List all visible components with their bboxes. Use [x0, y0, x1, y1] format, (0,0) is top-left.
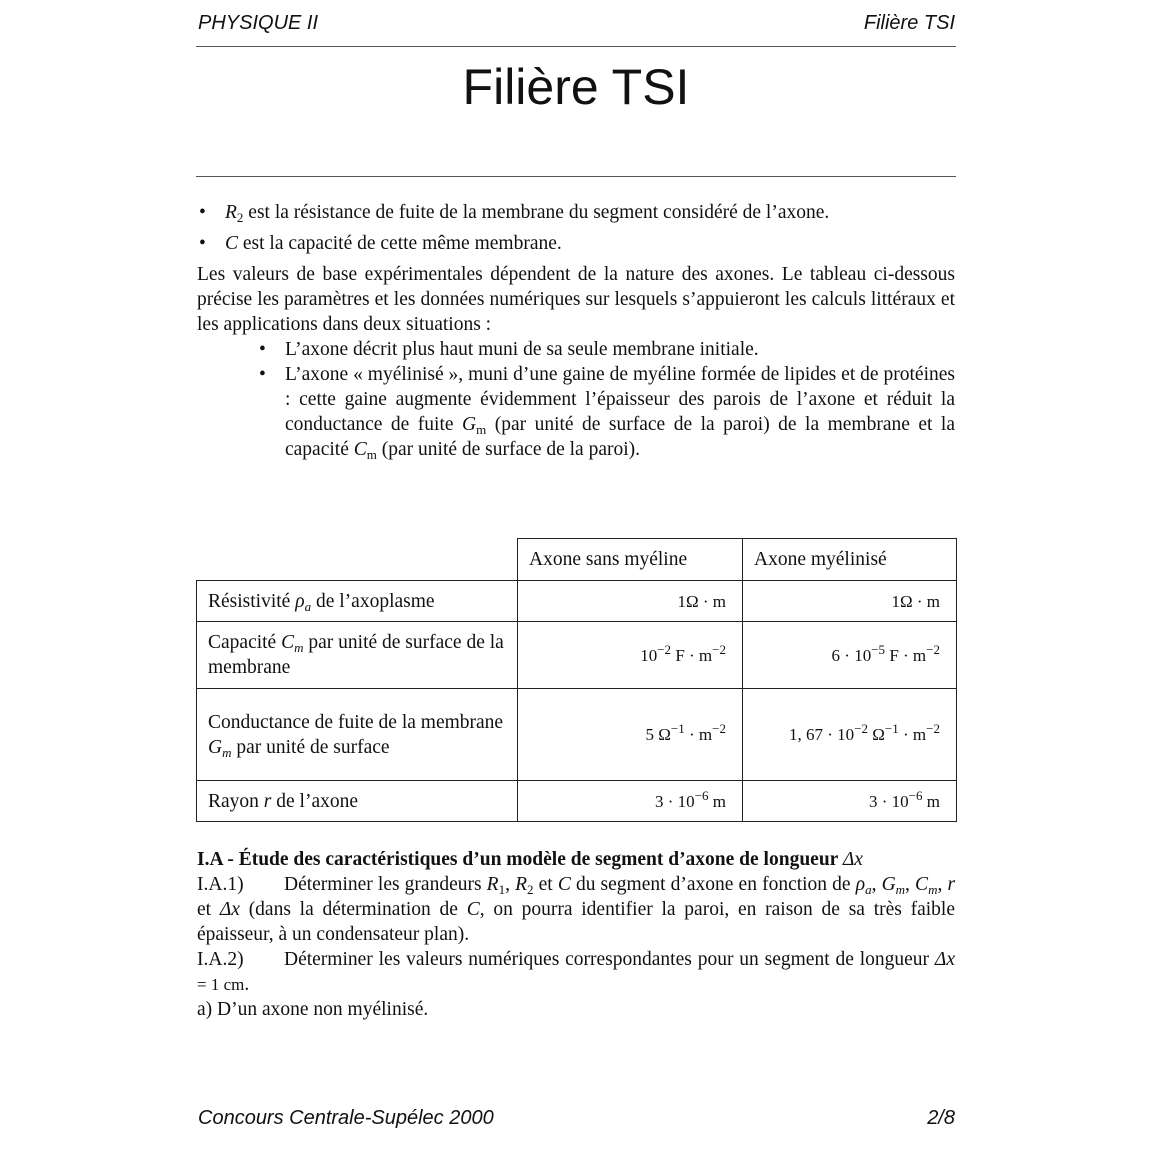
table-row — [197, 581, 957, 622]
row-label: Capacité $C_m$ par unité de surface de la membrane — [197, 622, 518, 689]
situation-2: • L’axone « myélinisé », muni d’une gaine de myéline formée de lipides et de protéines : cette gaine augmente évidemment l’épaisseur des parois de l’axone et réduit la conductance de fuite $G_m$ (par unité de surface de la paroi) de la membrane et la capacité $C_m$ (par unité de surface de la paroi). — [257, 362, 955, 462]
question-ia2: I.A.2) Déterminer les valeurs numériques correspondantes pour un segment de longueur Δx = 1 cm. — [197, 949, 955, 995]
section-heading: I.A - Étude des caractéristiques d’un modèle de segment d’axone de longueur Δx — [197, 849, 863, 870]
page-title: Filière TSI — [462, 59, 690, 115]
row-label: Résistivité $\rho_a$ de l’axoplasme — [197, 581, 518, 622]
definition-list — [197, 200, 955, 256]
running-header-left: PHYSIQUE II — [198, 12, 319, 34]
row-label: Rayon r de l’axone — [197, 781, 518, 822]
value-cell: 1Ω · m — [743, 581, 957, 622]
page-number: 2/8 — [927, 1107, 955, 1129]
parameters-table — [196, 538, 957, 822]
situations-list — [257, 337, 955, 462]
col-header-unmyelinated: Axone sans myéline — [518, 539, 743, 581]
value-cell: 1, $67 \cdot 10^{-2}$ $\Omega^{-1} \cdot m^{-2}$ — [743, 689, 957, 781]
footer-left: Concours Centrale-Supélec 2000 — [198, 1107, 494, 1129]
value-cell: $10^{-2}$ $F \cdot m^{-2}$ — [518, 622, 743, 689]
section-ia — [197, 847, 955, 1022]
table-row — [197, 781, 957, 822]
header-divider — [196, 46, 956, 47]
body-text — [197, 200, 955, 462]
value-cell: 5 $\Omega^{-1} \cdot m^{-2}$ — [518, 689, 743, 781]
running-header-right: Filière TSI — [863, 12, 955, 34]
table-header-row — [197, 539, 957, 581]
value-cell: 1Ω · m — [518, 581, 743, 622]
value-cell: $3 \cdot 10^{-6}$ m — [743, 781, 957, 822]
value-cell: $3 \cdot 10^{-6}$ m — [518, 781, 743, 822]
title-divider — [196, 176, 956, 177]
intro-paragraph: Les valeurs de base expérimentales dépendent de la nature des axones. Le tableau ci-dessous précise les paramètres et les données numériques sur lesquels s’appuieront les calculs littéraux et les applications dans deux situations : — [197, 264, 955, 335]
question-ia1: I.A.1) Déterminer les grandeurs $R_1$, $R_2$ et C du segment d’axone en fonction de $\rho_a$, $G_m$, $C_m$, r et Δx (dans la détermination de C, on pourra identifier la paroi, en raison de sa très faible épaisseur, à un condensateur plan). — [197, 874, 956, 945]
table-row — [197, 689, 957, 781]
table-row — [197, 622, 957, 689]
row-label: Conductance de fuite de la membrane $G_m$ par unité de surface — [197, 689, 518, 781]
question-ia2-a: a) D’un axone non myélinisé. — [197, 999, 429, 1020]
col-header-myelinated: Axone myélinisé — [743, 539, 957, 581]
bullet-r2: • $R_2$ est la résistance de fuite de la membrane du segment considéré de l’axone. — [197, 200, 955, 225]
bullet-c: • C est la capacité de cette même membrane. — [197, 231, 955, 256]
situation-1: • L’axone décrit plus haut muni de sa seule membrane initiale. — [257, 337, 955, 362]
value-cell: $6 \cdot 10^{-5}$ $F \cdot m^{-2}$ — [743, 622, 957, 689]
